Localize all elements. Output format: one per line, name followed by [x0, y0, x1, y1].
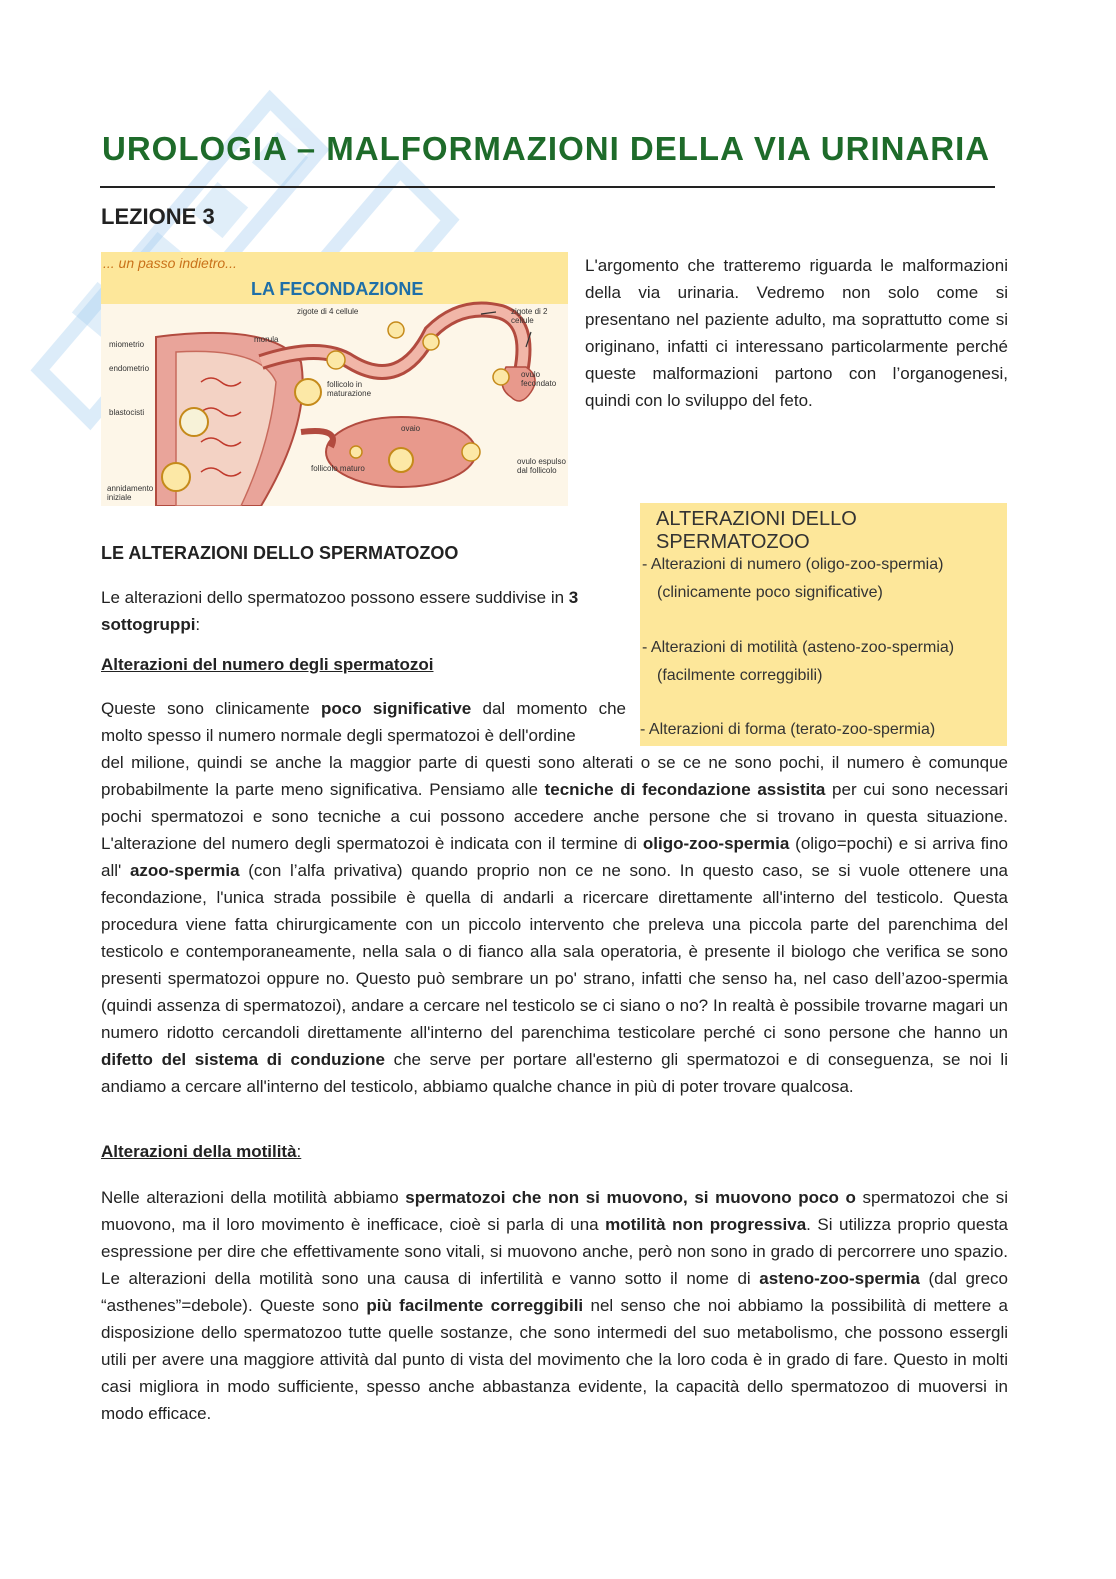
motilita-paragraph: Nelle alterazioni della motilità abbiamo spermatozoi che non si muovono, si muovono poco o spermatozoi che si muovono, ma il loro movimento è inefficace, cioè si parla di una motilità non progressiva. Si utilizza proprio questa espressione per dire che effettivamente sono vitali, si muovono anche, però non sono in grado di percorrere uno spazio. Le alterazioni della motilità sono una causa di infertilità e vanno sotto il nome di asteno-zoo-spermia (dal greco “asthenes”=debole). Queste sono più facilmente correggibili nel senso che noi abbiamo la possibilità di mettere a disposizione dello spermatozoo tutte quelle sostanze, che sono intermedi del suo metabolismo, che possono essergli utili per avere una maggiore attività dal punto di vista del movimento che la loro coda è in grado di fare. Questo in molti casi migliora in modo sufficiente, spesso anche abbastanza evidente, la capacità dello spermatozoo di muoversi in modo efficace. — [101, 1188, 1008, 1423]
section-intro-paragraph: Le alterazioni dello spermatozoo possono essere suddivise in 3 sottogruppi: — [101, 588, 579, 634]
label-annidamento: annidamento iniziale — [107, 484, 154, 502]
label-blastocisti: blastocisti — [109, 408, 145, 417]
summary-item-numero-note: (clinicamente poco significative) — [657, 584, 883, 601]
label-morula: morula — [254, 335, 279, 344]
label-zigote-4: zigote di 4 cellule — [297, 307, 359, 316]
figure-subtitle: ... un passo indietro... — [103, 255, 237, 271]
label-zigote-2: zigote di 2 cellule — [511, 307, 548, 325]
numero-paragraph-start: Queste sono clinicamente poco significative dal momento che molto spesso il numero normale degli spermatozoi è dell'ordine — [101, 699, 627, 745]
document-title: UROLOGIA – MALFORMAZIONI DELLA VIA URINARIA — [102, 130, 991, 167]
summary-item-motilita: - Alterazioni di motilità (asteno-zoo-spermia) — [642, 639, 955, 656]
label-ovulo-espulso: ovulo espulso dal follicolo — [517, 457, 566, 475]
intro-paragraph: L'argomento che tratteremo riguarda le malformazioni della via urinaria. Vedremo non solo come si presentano nel paziente adulto, ma soprattutto come si originano, infatti ci interessano particolarmente perché queste malformazioni partono con l’organogenesi, quindi con lo sviluppo del feto. — [585, 256, 1008, 410]
label-follicolo-maturazione: follicolo in maturazione — [327, 380, 372, 398]
label-endometrio: endometrio — [109, 364, 150, 373]
alterazioni-summary-box — [640, 503, 1007, 746]
label-miometrio: miometrio — [109, 340, 145, 349]
summary-item-forma: - Alterazioni di forma (terato-zoo-spermia) — [640, 721, 936, 738]
motilita-heading: Alterazioni della motilità: — [101, 1142, 302, 1161]
numero-heading: Alterazioni del numero degli spermatozoi — [101, 655, 434, 674]
figure-title: LA FECONDAZIONE — [251, 279, 424, 299]
numero-paragraph-body: del milione, quindi se anche la maggior parte di questi sono alterati o se ce ne sono pochi, il numero è comunque probabilmente la parte meno significativa. Pensiamo alle tecniche di fecondazione assistita per cui sono necessari pochi spermatozoi e sono tecniche a cui possono accedere anche persone che si trovano in questa situazione. L'alterazione del numero degli spermatozoi è indicata con il termine di oligo-zoo-spermia (oligo=pochi) e si arriva fino all' azoo-spermia (con l’alfa privativa) quando proprio non ce ne sono. In questo caso, se si vuole ottenere una fecondazione, l'unica strada possibile è quella di andarli a ricercare direttamente all'interno del testicolo. Questa procedura viene fatta chirurgicamente con un piccolo intervento che preleva una piccola parte del parenchima del testicolo e contemporaneamente, nella sala o di fianco alla sala operatoria, è presente il biologo che verifica se sono presenti spermatozoi oppure no. Questo può sembrare un po' strano, infatti che senso ha, nel caso dell’azoo-spermia (quindi assenza di spermatozoi), andare a cercare nel testicolo se ci siano o no? In realtà è possibile trovarne magari un numero ridotto cercandoli direttamente all'interno del parenchima testicolare perché ci sono persone che hanno un difetto del sistema di conduzione che serve per portare all'esterno gli spermatozoi e di conseguenza, se noi li andiamo a cercare all'interno del testicolo, abbiamo qualche chance in più di poter trovare qualcosa. — [101, 753, 1008, 1096]
summary-box-title: ALTERAZIONI DELLO SPERMATOZOO — [656, 508, 857, 553]
label-ovulo-fecondato: ovulo fecondato — [521, 370, 557, 388]
lesson-label: LEZIONE 3 — [101, 204, 215, 229]
fecondazione-figure — [101, 252, 568, 506]
section-heading: LE ALTERAZIONI DELLO SPERMATOZOO — [101, 543, 459, 563]
title-divider — [100, 186, 995, 188]
summary-item-motilita-note: (facilmente correggibili) — [657, 667, 823, 684]
label-ovaio: ovaio — [401, 424, 421, 433]
label-follicolo-maturo: follicolo maturo — [311, 464, 365, 473]
summary-item-numero: - Alterazioni di numero (oligo-zoo-spermia) — [642, 556, 944, 573]
